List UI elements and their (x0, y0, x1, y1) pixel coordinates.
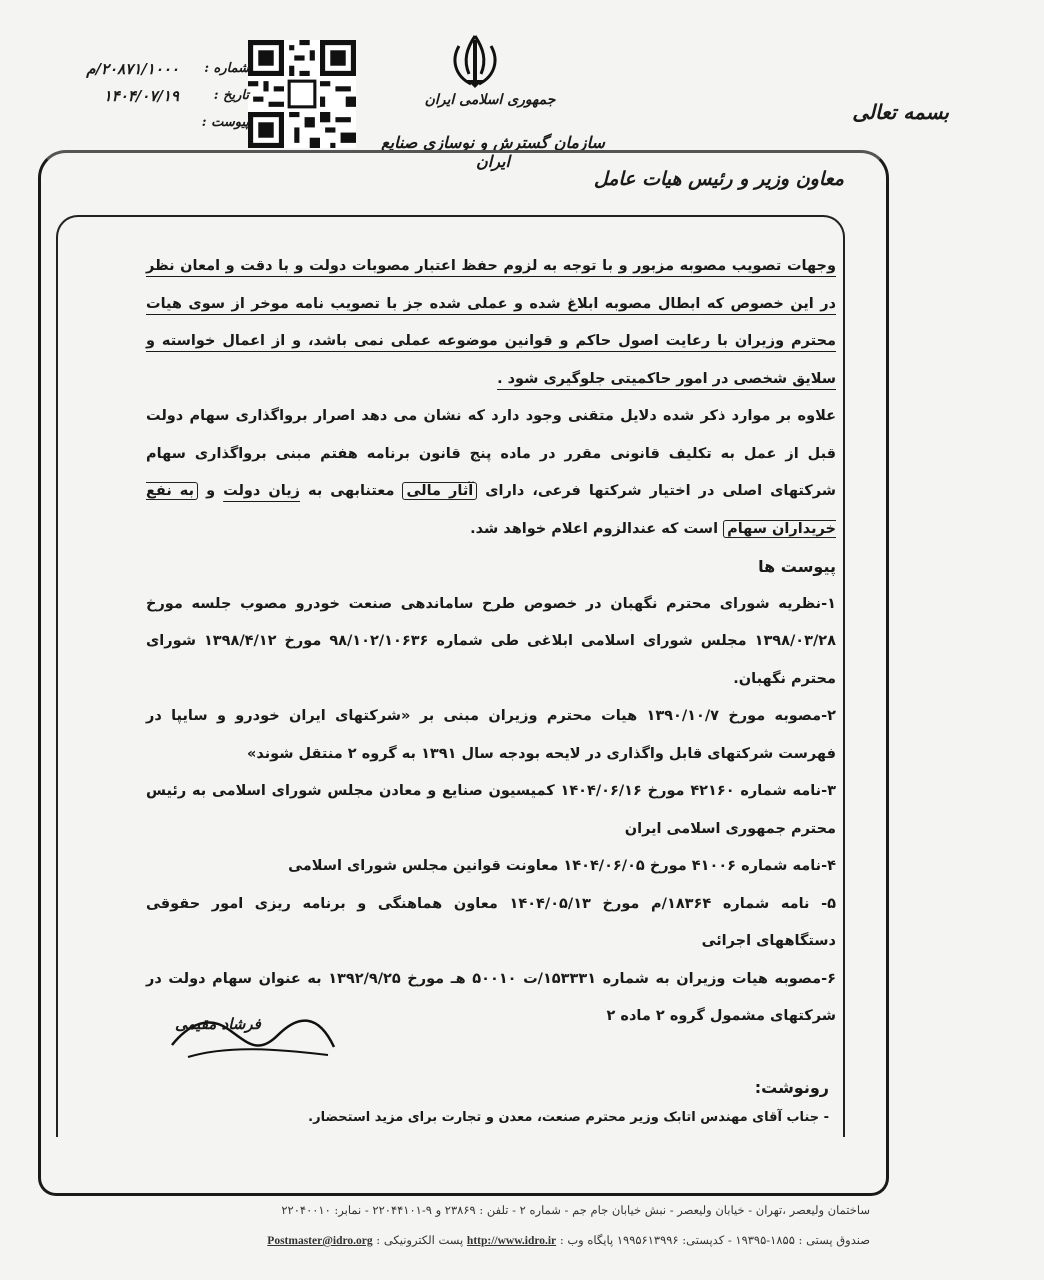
text-run: با رعایت اصول حاکم و قوانین موضوعه عملی نمی باشد، و از اعمال خواسته و سلایق شخصی در امور حاکمیتی جلوگیری شود . (146, 333, 836, 387)
signatory-name: فرشاد مقیمی (175, 1015, 261, 1033)
footer (70, 1195, 870, 1256)
letter-meta (49, 55, 249, 136)
letter-body (146, 248, 836, 1036)
website-link[interactable]: http://www.idro.ir (466, 1235, 557, 1247)
iran-emblem-icon (445, 30, 505, 92)
email-link[interactable]: Postmaster@idro.org (267, 1235, 373, 1247)
text-run: وجهات تصویب مصوبه مزبور و با توجه به لزوم حفظ اعتبار مصوبات دولت و با دقت و امعان نظر در این خصوص که (146, 258, 836, 312)
paragraph-1 (146, 248, 836, 398)
bismillah: بسمه تعالی (852, 100, 949, 124)
attachment-item: ۱-نظریه شورای محترم نگهبان در خصوص طرح ساماندهی صنعت خودرو مصوب جلسه مورخ ۱۳۹۸/۰۳/۲۸ مجلس شورای اسلامی ابلاغی طی شماره ۹۸/۱۰۲/۱۰۶۳۶ مورخ ۱۳۹۸/۴/۱۲ شورای محترم نگهبان. (146, 595, 836, 687)
footer-contact (70, 1225, 870, 1256)
footer-address: ساختمان ولیعصر ،تهران - خیابان ولیعصر - نبش خیابان جام جم - شماره ۲ - تلفن : ۲۳۸۶۹ و ۹-۲۲۰۴۴۱۰۱ - نمابر: ۲۲۰۴۰۰۱۰ (281, 1203, 870, 1217)
attachment-item: ۳-نامه شماره ۴۲۱۶۰ مورخ ۱۴۰۴/۰۶/۱۶ کمیسیون صنایع و معادن مجلس شورای اسلامی به رئیس محترم جمهوری اسلامی ایران (146, 783, 836, 837)
text-run: ابطال مصوبه ابلاغ شده و عملی شده جز با تصویب نامه موخر از سوی هیات محترم وزیران (146, 295, 836, 349)
highlight-financial: آثار مالی (402, 482, 477, 500)
date-value: ۱۴۰۴/۰۷/۱۹ (103, 86, 179, 105)
signature-icon (168, 1005, 338, 1065)
org-name: جمهوری اسلامی ایران (424, 92, 556, 108)
attachment-item: ۵- نامه شماره ۱۸۳۶۴/م مورخ ۱۴۰۴/۰۵/۱۳ معاون هماهنگی و برنامه ریزی امور حقوقی دستگاههای اجرائی (146, 895, 837, 949)
paragraph-2 (146, 398, 836, 548)
attachment-item: ۶-مصوبه هیات وزیران به شماره ۱۵۳۳۳۱/ت ۵۰۰۱۰ هـ مورخ ۱۳۹۲/۹/۲۵ به عنوان سهام دولت در شرکتهای مشمول گروه ۲ ماده ۲ (146, 970, 836, 1024)
footer-postal: صندوق پستی : ۱۸۵۵-۱۹۳۹۵ - کدپستی: ۱۹۹۵۶۱۳۹۹۶ پایگاه وب : (556, 1233, 870, 1247)
date-label: تاریخ : (213, 88, 249, 103)
attachment-item: ۲-مصوبه مورخ ۱۳۹۰/۱۰/۷ هیات محترم وزیران مبنی بر «شرکتهای ایران خودرو و سایپا در فهرست شرکتهای قابل واگذاری در لایحه بودجه سال ۱۳۹۱ به گروه ۲ منتقل شوند» (146, 708, 837, 762)
text-run: علاوه بر موارد ذکر شده دلایل متقنی وجود دارد که نشان می دهد اصرار برواگذاری سهام دولت قبل از عمل به تکلیف قانونی مقرر در ماده پنج قانون برنامه هفتم مبنی برواگذاری سهام شرکتهای اصلی در اختیار شرکتها فرعی، دارای (146, 408, 837, 499)
org-subtitle: سازمان گسترش و نوسازی صنایع ایران (381, 133, 605, 171)
highlight-buyers: به نفع خریداران سهام (146, 483, 836, 537)
number-value: ۲۰۸۷۱/۱۰۰۰/م (86, 59, 179, 78)
highlight-loss: زیان دولت (223, 483, 301, 499)
text-run: معتنابهی به (300, 483, 403, 499)
cc-title: رونوشت: (754, 1078, 829, 1097)
sender-title: معاون وزیر و رئیس هیات عامل (593, 168, 844, 190)
attachment-item: ۴-نامه شماره ۴۱۰۰۶ مورخ ۱۴۰۴/۰۶/۰۵ معاونت قوانین مجلس شورای اسلامی (288, 858, 836, 874)
attachment-label: پیوست : (201, 115, 249, 130)
number-label: شماره : (204, 61, 249, 76)
text-run: است که عندالزوم اعلام خواهد شد. (470, 520, 724, 537)
qr-code-icon (248, 40, 356, 148)
footer-email-label: پست الکترونیکی : (372, 1233, 467, 1247)
cc-recipient: - جناب آقای مهندس اتابک وزیر محترم صنعت، معدن و تجارت برای مزید استحضار. (308, 1110, 829, 1125)
attachments-title: پیوست ها (758, 557, 836, 576)
text-run: و (198, 483, 224, 499)
